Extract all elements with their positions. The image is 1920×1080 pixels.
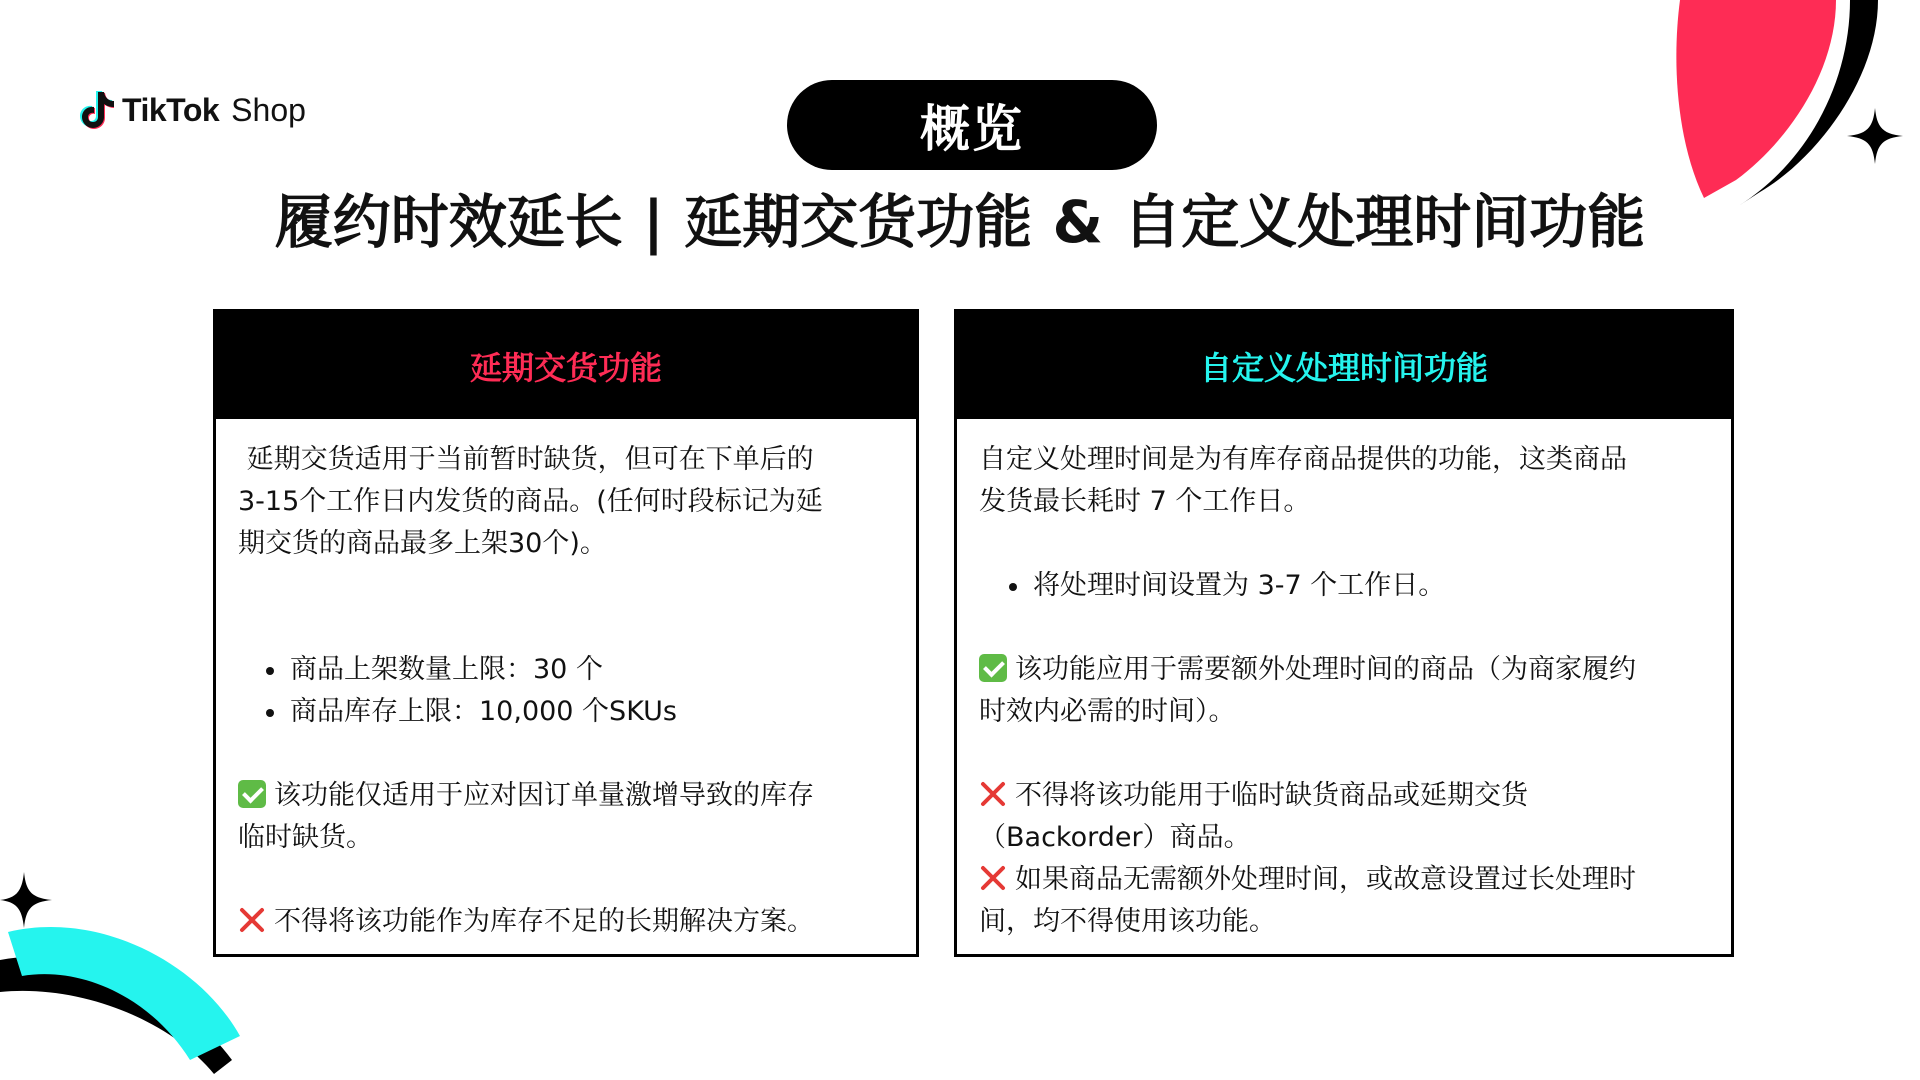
allowed-note [238, 775, 896, 817]
sparkle-icon [0, 872, 52, 928]
list-item: 商品库存上限：10,000 个SKUs [290, 691, 896, 733]
disallowed-text: 如果商品无需额外处理时间，或故意设置过长处理时 [1015, 864, 1636, 895]
allowed-text-continued: 时效内必需的时间）。 [979, 696, 1236, 727]
intro-text-line: 3-15个工作日内发货的商品。(任何时段标记为延 [238, 486, 823, 517]
cross-mark-icon [238, 906, 266, 934]
allowed-note [979, 649, 1711, 691]
intro-text-line: 自定义处理时间是为有库存商品提供的功能，这类商品 [979, 444, 1627, 475]
panel-body-custom-handling-time [957, 419, 1731, 943]
logo-suffix-text: Shop [231, 91, 306, 128]
check-mark-icon [979, 654, 1007, 682]
panel-title-custom-handling-time: 自定义处理时间功能 [957, 312, 1731, 419]
disallowed-text: 不得将该功能作为库存不足的长期解决方案。 [274, 906, 814, 937]
overview-badge: 概览 [787, 80, 1157, 170]
custom-handling-time-panel [954, 309, 1734, 957]
cross-mark-icon [979, 864, 1007, 892]
list-item: 将处理时间设置为 3-7 个工作日。 [1033, 565, 1711, 607]
disallowed-note [979, 775, 1711, 817]
backorder-panel [213, 309, 919, 957]
disallowed-note [979, 859, 1711, 901]
page-title: 履约时效延长 | 延期交货功能 & 自定义处理时间功能 [274, 188, 1646, 256]
tiktok-note-icon [80, 90, 114, 130]
panel-body-backorder [216, 419, 916, 943]
allowed-text: 该功能应用于需要额外处理时间的商品（为商家履约 [1015, 654, 1636, 685]
disallowed-text-continued: （Backorder）商品。 [979, 822, 1251, 853]
handling-time-list [979, 565, 1711, 607]
intro-text-line: 发货最长耗时 7 个工作日。 [979, 486, 1311, 517]
check-mark-icon [238, 780, 266, 808]
list-item: 商品上架数量上限：30 个 [290, 649, 896, 691]
intro-text-line: 延期交货适用于当前暂时缺货，但可在下单后的 [238, 444, 814, 475]
panel-title-backorder: 延期交货功能 [216, 312, 916, 419]
disallowed-text-continued: 间，均不得使用该功能。 [979, 906, 1276, 937]
disallowed-note [238, 901, 896, 943]
allowed-text-continued: 临时缺货。 [238, 822, 373, 853]
allowed-text: 该功能仅适用于应对因订单量激增导致的库存 [274, 780, 814, 811]
limits-list [238, 649, 896, 733]
sparkle-icon [1847, 108, 1903, 164]
tiktok-shop-logo [80, 82, 306, 138]
cross-mark-icon [979, 780, 1007, 808]
logo-brand-text: TikTok [122, 91, 220, 128]
disallowed-text: 不得将该功能用于临时缺货商品或延期交货 [1015, 780, 1528, 811]
intro-text-line: 期交货的商品最多上架30个)。 [238, 528, 607, 559]
